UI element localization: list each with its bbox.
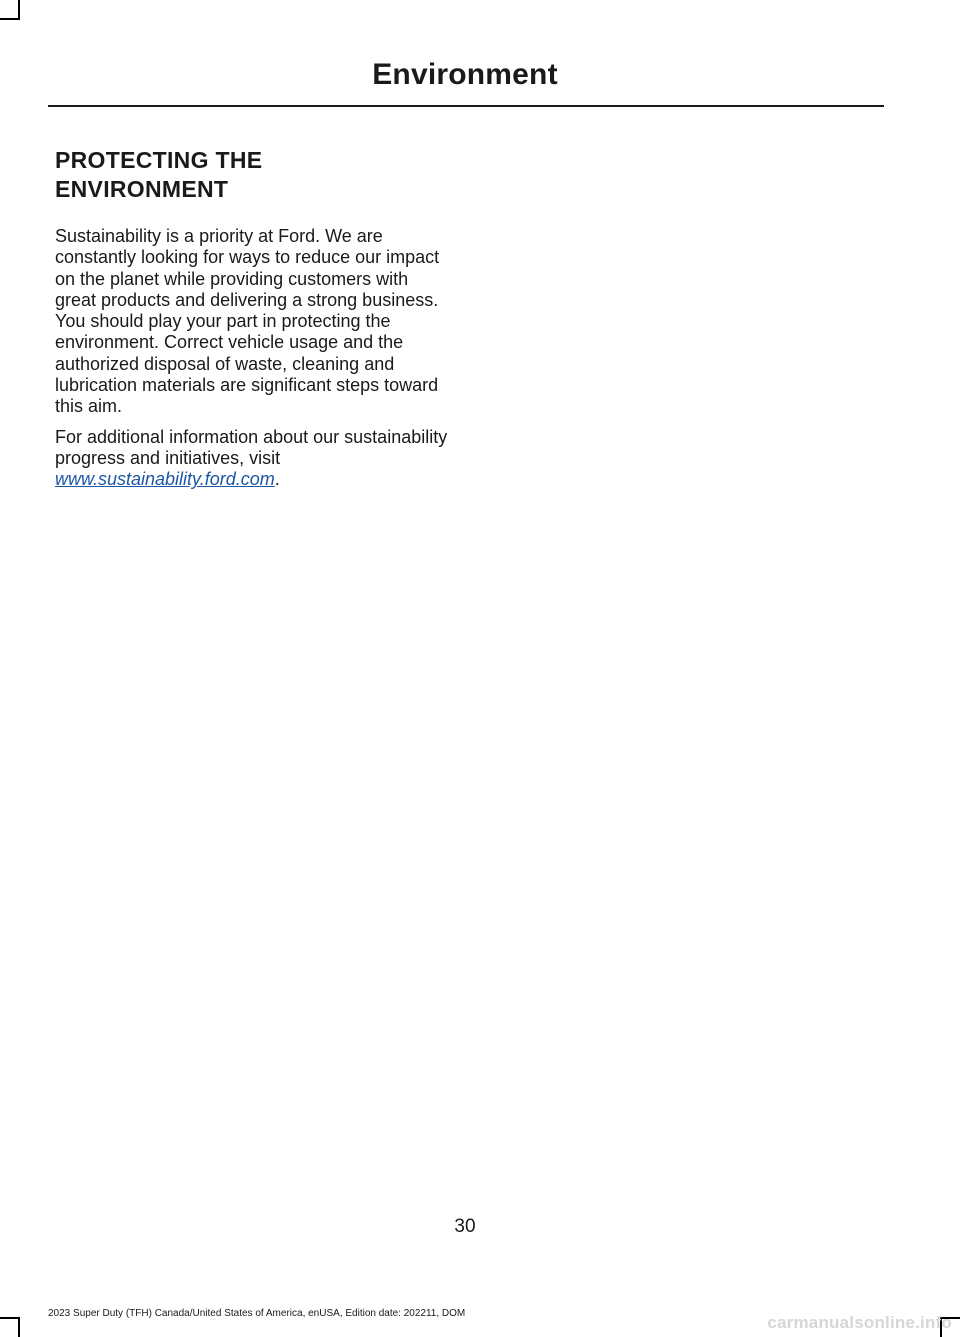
crop-mark-top-left-vertical bbox=[18, 0, 20, 20]
watermark: carmanualsonline.info bbox=[767, 1313, 952, 1332]
section-title bbox=[55, 146, 450, 204]
paragraph-period: . bbox=[274, 469, 280, 490]
main-content bbox=[55, 146, 450, 500]
paragraph-additional-info bbox=[55, 427, 450, 491]
section-title-line-1: PROTECTING THE bbox=[55, 147, 263, 173]
crop-mark-bottom-left-vertical bbox=[18, 1317, 20, 1337]
header-rule bbox=[48, 105, 884, 107]
paragraph-additional-info-text: For additional information about our sustainability progress and initiatives, visit bbox=[55, 426, 448, 468]
edition-footer: 2023 Super Duty (TFH) Canada/United States of America, enUSA, Edition date: 202211, DOM bbox=[48, 1308, 466, 1319]
sustainability-link[interactable]: www.sustainability.ford.com bbox=[55, 469, 275, 490]
crop-mark-bottom-left-horizontal bbox=[0, 1317, 20, 1319]
crop-mark-top-left-horizontal bbox=[0, 18, 20, 20]
page-number: 30 bbox=[454, 1216, 476, 1237]
paragraph-sustainability: Sustainability is a priority at Ford. We are constantly looking for ways to reduce our impact on the planet while providing customers with great products and delivering a strong business. You should play your part in protecting the environment. Correct vehicle usage and the authorized disposal of waste, cleaning and lubrication materials are significant steps toward this aim. bbox=[55, 226, 440, 417]
section-title-line-2: ENVIRONMENT bbox=[55, 176, 229, 202]
page-header-title: Environment bbox=[372, 58, 558, 91]
